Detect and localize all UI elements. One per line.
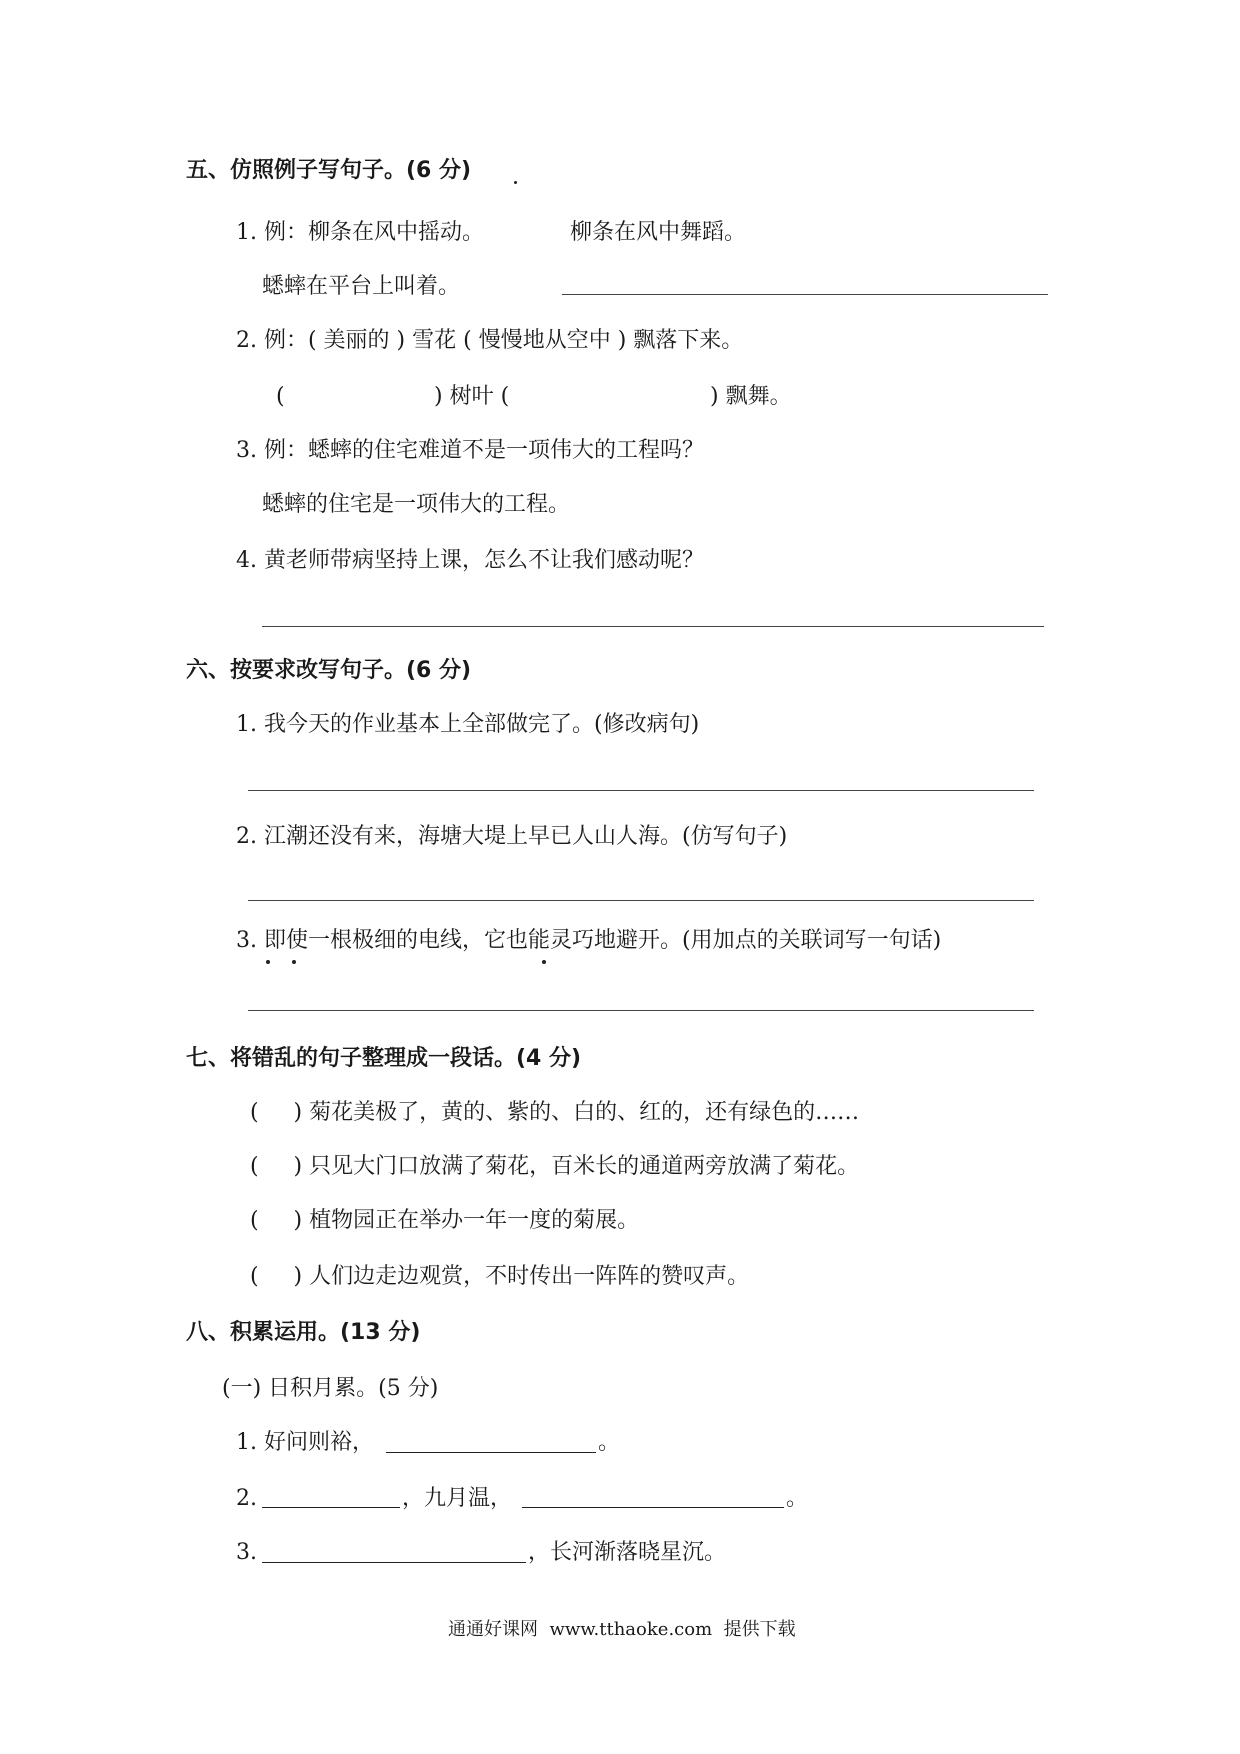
s5-q1-example-a: 1. 例：柳条在风中摇动。 [236, 220, 484, 245]
s8-q2-prefix: 2. [236, 1486, 257, 1511]
s5-q2-open1: ( [276, 384, 285, 409]
s5-q4-task: 4. 黄老师带病坚持上课，怎么不让我们感动呢？ [236, 548, 704, 573]
s5-q1-answer-line[interactable] [562, 294, 1048, 295]
s8-q3-prefix: 3. [236, 1540, 257, 1565]
s5-q4-answer-line[interactable] [262, 626, 1044, 627]
s8-sub1-title: (一) 日积月累。(5 分) [222, 1376, 439, 1401]
emphasis-dot [292, 960, 296, 964]
s5-q1-task: 蟋蟀在平台上叫着。 [262, 274, 461, 299]
s8-q1-blank[interactable] [386, 1452, 596, 1453]
s6-q3: 3. 即使一根极细的电线，它也能灵巧地避开。(用加点的关联词写一句话) [236, 928, 942, 953]
section6-title: 六、按要求改写句子。(6 分) [186, 658, 472, 683]
s7-item[interactable]: ( ) 人们边走边观赏，不时传出一阵阵的赞叹声。 [250, 1264, 750, 1289]
s8-q1-suffix: 。 [598, 1430, 621, 1455]
s5-q2-example: 2. 例：( 美丽的 ) 雪花 ( 慢慢地从空中 ) 飘落下来。 [236, 328, 744, 353]
emphasis-dot [542, 960, 546, 964]
s5-q3-answer: 蟋蟀的住宅是一项伟大的工程。 [262, 492, 571, 517]
s6-q1-answer-line[interactable] [248, 790, 1034, 791]
emphasis-dot [266, 960, 270, 964]
footer-credit: 通通好课网 www.tthaoke.com 提供下载 [448, 1619, 796, 1640]
s5-q2-mid: ) 树叶 ( [434, 384, 510, 409]
s8-q2-mid: ，九月温， [402, 1486, 513, 1511]
s6-q2-answer-line[interactable] [248, 900, 1034, 901]
section7-title: 七、将错乱的句子整理成一段话。(4 分) [186, 1046, 582, 1071]
s8-q3-suffix: ，长河渐落晓星沉。 [528, 1540, 727, 1565]
s8-q2-blank2[interactable] [522, 1507, 784, 1508]
s8-q2-suffix: 。 [786, 1486, 809, 1511]
s8-q2-blank1[interactable] [262, 1507, 400, 1508]
s7-item[interactable]: ( ) 菊花美极了，黄的、紫的、白的、红的，还有绿色的…… [250, 1100, 860, 1125]
s6-q2: 2. 江潮还没有来，海塘大堤上早已人山人海。(仿写句子) [236, 824, 788, 849]
s8-q3-blank[interactable] [262, 1562, 526, 1563]
s8-q1-prefix: 1. 好问则裕， [236, 1430, 374, 1455]
s5-q2-end: ) 飘舞。 [710, 384, 792, 409]
s7-item[interactable]: ( ) 植物园正在举办一年一度的菊展。 [250, 1208, 640, 1233]
stray-dot [514, 181, 517, 184]
section5-title: 五、仿照例子写句子。(6 分) [186, 158, 472, 183]
s7-item[interactable]: ( ) 只见大门口放满了菊花，百米长的通道两旁放满了菊花。 [250, 1154, 860, 1179]
s5-q3-example: 3. 例：蟋蟀的住宅难道不是一项伟大的工程吗？ [236, 438, 704, 463]
section8-title: 八、积累运用。(13 分) [186, 1320, 421, 1345]
s5-q1-example-b: 柳条在风中舞蹈。 [570, 220, 747, 245]
s6-q3-answer-line[interactable] [248, 1010, 1034, 1011]
s6-q1: 1. 我今天的作业基本上全部做完了。(修改病句) [236, 712, 700, 737]
